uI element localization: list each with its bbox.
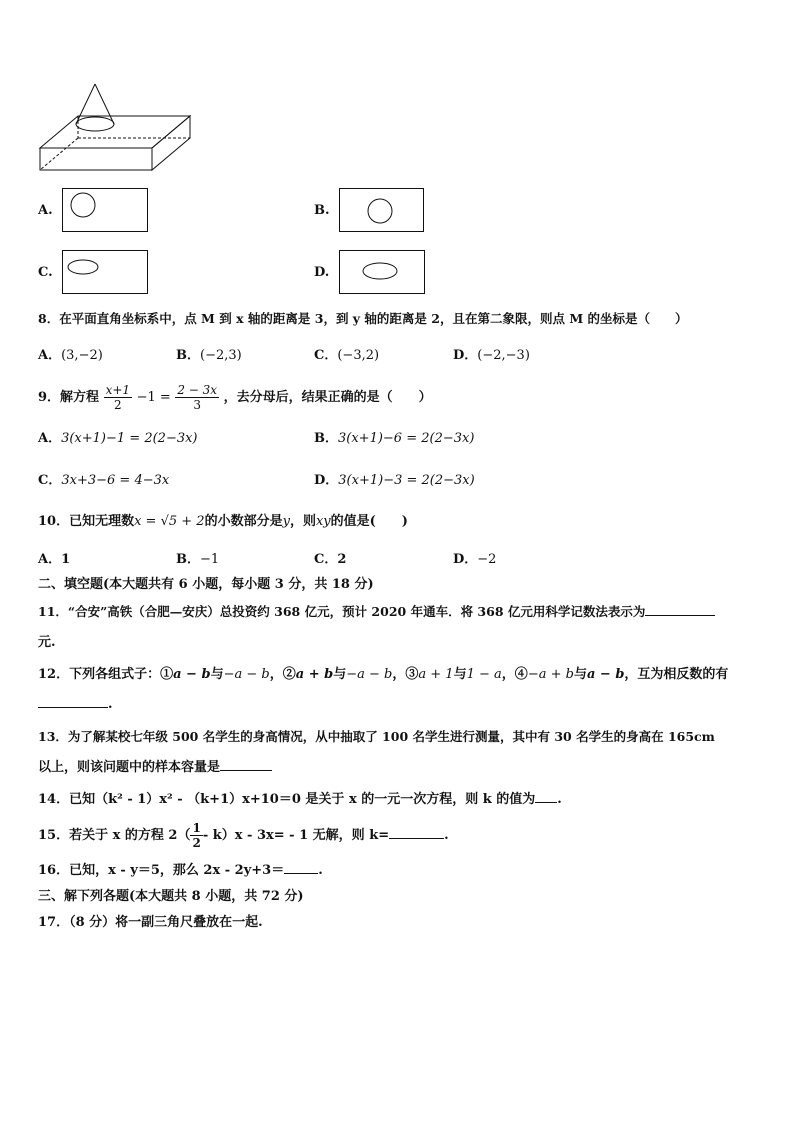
q13-line2: 以上，则该问题中的样本容量是 xyxy=(38,759,272,777)
q17-text: 17．（8 分）将一副三角尺叠放在一起. xyxy=(38,915,263,930)
q8-stem: 8．在平面直角坐标系中，点 M 到 x 轴的距离是 3，到 y 轴的距离是 2，且在第二象限，则点 M 的坐标是（ ） xyxy=(38,311,688,326)
q14-text: 14．已知（k² - 1）x² - （k+1）x+10＝0 是关于 x 的一元一次方程，则 k 的值为 . xyxy=(38,792,562,807)
q9-stem: 9．解方程 $\frac{x+1}{2}$ −1 = $\frac{2 - 3x}{3}$ ，去分母后，结果正确的是（ ） xyxy=(38,383,432,412)
q9-option-c: C．3x+3−6 = 4−3x xyxy=(38,473,170,488)
q13-answer-blank[interactable] xyxy=(220,770,272,771)
option-c-view xyxy=(62,250,148,294)
option-c-label: C. xyxy=(38,265,53,280)
section-3-heading: 三、解下列各题(本大题共 8 小题，共 72 分) xyxy=(38,889,304,904)
q8-option-b: B．(−2,3) xyxy=(176,348,242,363)
q16-text: 16．已知，x - y＝5，那么 2x - 2y+3＝ . xyxy=(38,863,323,878)
q16-answer-blank[interactable] xyxy=(284,873,318,874)
q10-option-b: B．−1 xyxy=(176,552,220,567)
q15-text: 15．若关于 x 的方程 2（ $\frac{1}{2}$ - k）x - 3x= - 1 无解，则 k= . xyxy=(38,821,449,850)
q15-answer-blank[interactable] xyxy=(389,838,444,839)
q11-text: 11．“合安”高铁（合肥—安庆）总投资约 368 亿元，预计 2020 年通车．将 368 亿元用科学记数法表示为 xyxy=(38,603,715,621)
small-circle-icon xyxy=(63,189,147,231)
q10-option-a: A．1 xyxy=(38,552,71,567)
option-b-view xyxy=(339,188,424,232)
section-2-heading: 二、填空题(本大题共有 6 小题，每小题 3 分，共 18 分) xyxy=(38,577,374,592)
q14-answer-blank[interactable] xyxy=(535,802,557,803)
q10-option-c: C．2 xyxy=(314,552,347,567)
small-ellipse-icon xyxy=(63,251,147,293)
option-b-label: B. xyxy=(314,203,330,218)
q10-stem: 10．已知无理数x = √5 + 2的小数部分是y，则xy的值是( ) xyxy=(38,514,408,529)
ellipse-icon xyxy=(340,251,424,293)
q10-option-d: D．−2 xyxy=(453,552,497,567)
q9-option-d: D．3(x+1)−3 = 2(2−3x) xyxy=(314,473,475,488)
circle-icon xyxy=(340,189,423,231)
cone-on-slab-figure xyxy=(38,82,193,174)
q13-line1: 13．为了解某校七年级 500 名学生的身高情况，从中抽取了 100 名学生进行测量，其中有 30 名学生的身高在 165cm xyxy=(38,729,715,744)
q9-option-b: B．3(x+1)−6 = 2(2−3x) xyxy=(314,431,475,446)
q9-option-a: A．3(x+1)−1 = 2(2−3x) xyxy=(38,431,198,446)
q12-text: 12．下列各组式子：①a − b与−a − b，②a + b与−a − b，③a + 1与1 − a，④−a + b与a − b，互为相反数的有 xyxy=(38,667,729,682)
q8-option-a: A．(3,−2) xyxy=(38,348,103,363)
q12-answer-line: . xyxy=(38,696,113,714)
q8-option-c: C．(−3,2) xyxy=(314,348,380,363)
q11-answer-blank[interactable] xyxy=(645,615,715,616)
option-d-view xyxy=(339,250,425,294)
option-d-label: D. xyxy=(314,265,330,280)
q8-option-d: D．(−2,−3) xyxy=(453,348,530,363)
q11-unit: 元. xyxy=(38,635,56,650)
option-a-view xyxy=(62,188,148,232)
option-a-label: A. xyxy=(38,203,53,218)
q12-answer-blank[interactable] xyxy=(38,707,108,708)
